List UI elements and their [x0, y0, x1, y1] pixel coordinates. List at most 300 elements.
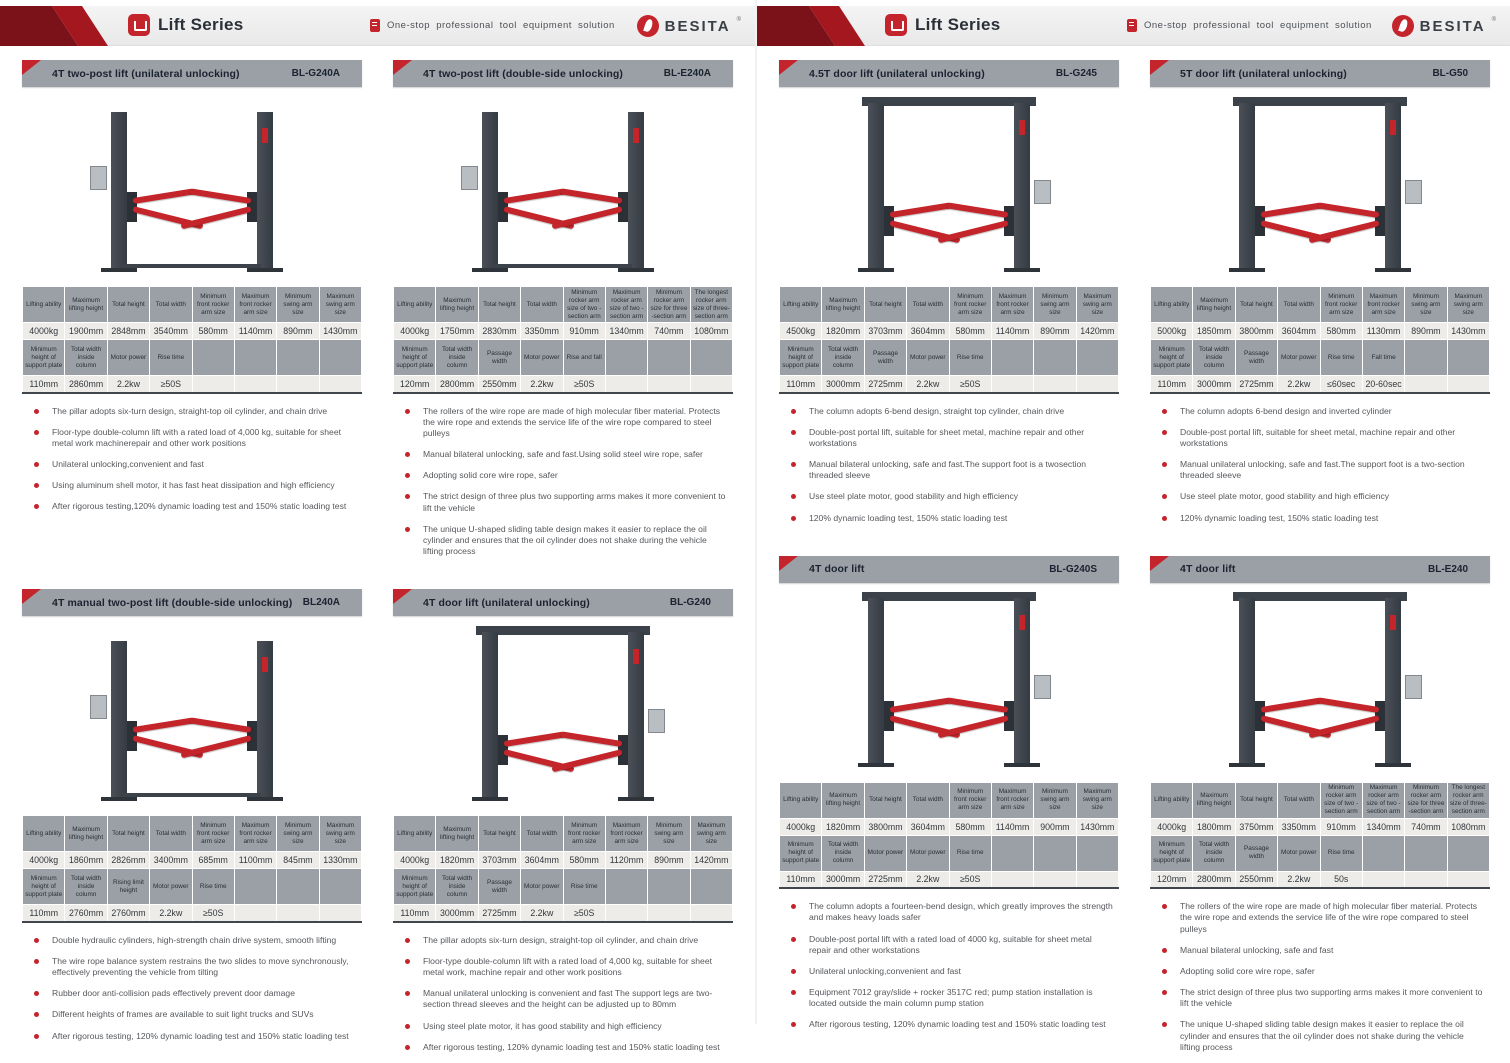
- spec-value-cell: 2.2kw: [907, 376, 949, 393]
- lift-left-column: [1239, 598, 1255, 767]
- spec-value-cell: ≥50S: [192, 905, 234, 922]
- spec-value-cell: 1340mm: [605, 323, 647, 340]
- feature-item: Using steel plate motor, it has good stability and high efficiency: [401, 1021, 729, 1032]
- spec-header-cell: Rise time: [192, 869, 234, 905]
- spec-header-cell: Passage width: [1235, 835, 1277, 871]
- lift-arm: [890, 202, 952, 218]
- feature-item: Manual bilateral unlocking, safe and fast.The support foot is a twosection threaded sleeve: [787, 459, 1115, 481]
- product-header-bar: [1150, 556, 1490, 583]
- spec-header-cell: Rise time: [150, 340, 192, 376]
- spec-value-cell: [690, 905, 732, 922]
- spec-header-cell: Minimum swing arm size: [1034, 782, 1076, 818]
- feature-item: After rigorous testing,120% dynamic loading test and 150% static loading test: [30, 501, 358, 512]
- spec-header-cell: Motor power: [907, 835, 949, 871]
- spec-header-cell: [991, 835, 1033, 871]
- spec-header-cell: Total width inside column: [65, 869, 107, 905]
- lift-top-beam: [1233, 97, 1407, 106]
- spec-header-cell: [192, 340, 234, 376]
- spec-value-cell: [605, 905, 647, 922]
- spec-value-cell: 1140mm: [991, 818, 1033, 835]
- product-image-area: [22, 616, 362, 815]
- spec-value-cell: 110mm: [23, 905, 65, 922]
- lift-top-beam: [1233, 592, 1407, 601]
- spec-value-cell: 2725mm: [1235, 376, 1277, 393]
- page-header: [757, 6, 1510, 46]
- spec-header-cell: Maximum swing arm size: [1447, 287, 1489, 323]
- spec-value-cell: 2.2kw: [1278, 376, 1320, 393]
- spec-header-cell: [1034, 340, 1076, 376]
- product-image-area: [779, 87, 1119, 286]
- spec-header-cell: Rise time: [949, 835, 991, 871]
- lift-arm: [189, 188, 251, 204]
- feature-item: The rollers of the wire rope are made of high molecular fiber material. Protects the wire rope and extends the service life of the wire rope compared to steel pulleys: [1158, 901, 1486, 935]
- spec-value-cell: 1120mm: [605, 852, 647, 869]
- lift-left-foot: [858, 268, 894, 272]
- spec-header-cell: Rise time: [949, 340, 991, 376]
- spec-header-cell: Total width inside column: [436, 340, 478, 376]
- spec-header-cell: Minimum swing arm size: [648, 816, 690, 852]
- spec-value-cell: [1076, 376, 1118, 393]
- spec-value-cell: 890mm: [1405, 323, 1447, 340]
- feature-item: 120% dynamic loading test, 150% static loading test: [1158, 513, 1486, 524]
- product-title: 4T door lift: [1180, 563, 1236, 576]
- spec-value-cell: 2.2kw: [521, 905, 563, 922]
- spec-header-cell: Maximum swing arm size: [319, 287, 361, 323]
- lift-left-column: [868, 103, 884, 272]
- spec-header-cell: Total height: [864, 287, 906, 323]
- spec-header-cell: Total height: [1235, 782, 1277, 818]
- spec-header-cell: Minimum height of support plate: [1151, 835, 1193, 871]
- spec-header-cell: Rising limit height: [107, 869, 149, 905]
- spec-value-cell: 1820mm: [822, 818, 864, 835]
- spec-header-cell: [1405, 340, 1447, 376]
- feature-list: [393, 394, 733, 558]
- feature-list: [1150, 394, 1490, 524]
- spec-value-cell: 3703mm: [864, 323, 906, 340]
- spec-value-cell: 1140mm: [991, 323, 1033, 340]
- product-panel: [1150, 556, 1490, 1063]
- spec-value-cell: 2550mm: [1235, 871, 1277, 888]
- spec-header-cell: Minimum height of support plate: [1151, 340, 1193, 376]
- product-title: 4T two-post lift (unilateral unlocking): [52, 67, 240, 80]
- spec-value-cell: 110mm: [780, 871, 822, 888]
- lift-arm: [504, 188, 566, 204]
- spec-header-cell: Maximum front rocker arm size: [234, 816, 276, 852]
- spec-value-cell: [234, 376, 276, 393]
- lift-left-column: [111, 112, 127, 268]
- spec-header-cell: Maximum front rocker arm size: [234, 287, 276, 323]
- spec-value-cell: [605, 376, 647, 393]
- feature-list: [22, 923, 362, 1045]
- feature-item: Adopting solid core wire rope, safer: [401, 470, 729, 481]
- brand-logo-icon: [1392, 15, 1414, 37]
- spec-header-cell: [234, 340, 276, 376]
- spec-value-cell: 2760mm: [107, 905, 149, 922]
- tagline-text: One-stop professional tool equipment solution: [1144, 20, 1372, 31]
- feature-item: After rigorous testing, 120% dynamic loading test and 150% static loading test: [401, 1042, 729, 1053]
- spec-value-cell: 580mm: [192, 323, 234, 340]
- spec-value-cell: [1405, 376, 1447, 393]
- series-title: Lift Series: [915, 15, 1001, 34]
- spec-header-cell: Lifting ability: [23, 816, 65, 852]
- lift-right-foot: [1004, 268, 1040, 272]
- spec-value-cell: 20-60sec: [1362, 376, 1404, 393]
- spec-value-cell: 1820mm: [436, 852, 478, 869]
- product-title: 4T door lift (unilateral unlocking): [423, 596, 590, 609]
- spec-header-cell: [234, 869, 276, 905]
- spec-value-cell: 580mm: [1320, 323, 1362, 340]
- lift-arm: [946, 202, 1008, 218]
- lift-arm: [1261, 698, 1323, 714]
- spec-header-cell: Maximum lifting height: [436, 816, 478, 852]
- spec-header-cell: Total width: [150, 816, 192, 852]
- spec-table: [779, 286, 1119, 394]
- spec-value-cell: [648, 905, 690, 922]
- spec-header-cell: [648, 340, 690, 376]
- spec-value-cell: 4000kg: [23, 323, 65, 340]
- spec-header-cell: Motor power: [1278, 835, 1320, 871]
- spec-header-cell: Minimum swing arm size: [1405, 287, 1447, 323]
- spec-value-cell: 4000kg: [1151, 818, 1193, 835]
- spec-header-cell: Maximum front rocker arm size: [1362, 287, 1404, 323]
- spec-value-cell: 2860mm: [65, 376, 107, 393]
- lift-arm: [551, 206, 622, 229]
- spec-value-cell: 1900mm: [65, 323, 107, 340]
- product-image-area: [1150, 87, 1490, 286]
- spec-header-cell: Minimum swing arm size: [277, 816, 319, 852]
- spec-header-cell: [1447, 340, 1489, 376]
- spec-header-cell: [605, 340, 647, 376]
- spec-header-cell: Minimum rocker arm size of two -section arm: [563, 287, 605, 323]
- spec-value-cell: [690, 376, 732, 393]
- spec-header-cell: [319, 869, 361, 905]
- lift-left-foot: [1229, 268, 1265, 272]
- spec-header-cell: Total width: [907, 782, 949, 818]
- spec-header-cell: Minimum front rocker arm size: [949, 287, 991, 323]
- spec-value-cell: [319, 905, 361, 922]
- spec-header-cell: Lifting ability: [394, 816, 436, 852]
- spec-value-cell: 740mm: [1405, 818, 1447, 835]
- lift-power-unit: [1405, 675, 1422, 699]
- spec-header-cell: Minimum swing arm size: [1034, 287, 1076, 323]
- spec-value-cell: ≥50S: [150, 376, 192, 393]
- spec-header-cell: Minimum front rocker arm size: [192, 816, 234, 852]
- spec-value-cell: 1080mm: [1447, 818, 1489, 835]
- product-header-bar: [1150, 60, 1490, 87]
- spec-header-cell: Minimum rocker arm size of two -section arm: [1320, 782, 1362, 818]
- product-header-bar: [779, 556, 1119, 583]
- feature-item: The pillar adopts six-turn design, straight-top oil cylinder, and chain drive: [401, 935, 729, 946]
- spec-header-cell: Minimum height of support plate: [780, 340, 822, 376]
- spec-header-cell: Total width inside column: [436, 869, 478, 905]
- spec-header-cell: Maximum lifting height: [65, 287, 107, 323]
- lift-power-unit: [1034, 180, 1051, 204]
- spec-value-cell: 1100mm: [234, 852, 276, 869]
- spec-value-cell: [192, 376, 234, 393]
- product-title: 4T two-post lift (double-side unlocking): [423, 67, 623, 80]
- spec-value-cell: 110mm: [1151, 376, 1193, 393]
- spec-header-cell: Maximum swing arm size: [319, 816, 361, 852]
- lift-arm: [1308, 220, 1379, 243]
- lift-right-foot: [618, 268, 654, 272]
- spec-header-cell: Maximum rocker arm size of two -section arm: [1362, 782, 1404, 818]
- spec-value-cell: 4500kg: [780, 323, 822, 340]
- lift-brand-stripe: [633, 649, 639, 664]
- spec-table: [393, 815, 733, 923]
- lift-right-foot: [1004, 763, 1040, 767]
- lift-brand-stripe: [1019, 615, 1025, 630]
- spec-header-cell: Rise time: [563, 869, 605, 905]
- product-title: 5T door lift (unilateral unlocking): [1180, 67, 1347, 80]
- spec-header-cell: [991, 340, 1033, 376]
- product-panel: [779, 60, 1119, 534]
- spec-value-cell: 120mm: [394, 376, 436, 393]
- spec-value-cell: 3400mm: [150, 852, 192, 869]
- lift-left-column: [482, 632, 498, 801]
- spec-header-cell: [648, 869, 690, 905]
- lift-arm: [133, 717, 195, 733]
- lift-top-beam: [862, 592, 1036, 601]
- spec-header-cell: Maximum lifting height: [1193, 287, 1235, 323]
- spec-header-cell: Total height: [478, 816, 520, 852]
- spec-header-cell: [1447, 835, 1489, 871]
- spec-value-cell: [234, 905, 276, 922]
- spec-value-cell: [991, 871, 1033, 888]
- product-image-area: [1150, 583, 1490, 782]
- spec-header-cell: Passage width: [864, 340, 906, 376]
- spec-value-cell: [1362, 871, 1404, 888]
- spec-header-cell: [1034, 835, 1076, 871]
- product-panel: [779, 556, 1119, 1063]
- spec-value-cell: ≥50S: [563, 376, 605, 393]
- spec-header-cell: Maximum swing arm size: [690, 816, 732, 852]
- spec-value-cell: 3540mm: [150, 323, 192, 340]
- feature-item: The rollers of the wire rope are made of high molecular fiber material. Protects the wire rope and extends the service life of the wire rope compared to steel pulleys: [401, 406, 729, 440]
- product-title: 4T door lift: [809, 563, 865, 576]
- product-model: BL-E240A: [663, 68, 711, 79]
- feature-item: Unilateral unlocking,convenient and fast: [787, 966, 1115, 977]
- spec-header-cell: Total width: [521, 287, 563, 323]
- feature-list: [779, 394, 1119, 524]
- lift-image: [1209, 94, 1431, 280]
- spec-header-cell: Maximum swing arm size: [1076, 287, 1118, 323]
- spec-header-cell: Passage width: [478, 340, 520, 376]
- spec-value-cell: 910mm: [1320, 818, 1362, 835]
- lift-power-unit: [648, 709, 665, 733]
- feature-item: Manual unilateral unlocking, safe and fast.The support foot is a two-section threaded sleeve: [1158, 459, 1486, 481]
- feature-item: The pillar adopts six-turn design, straight-top oil cylinder, and chain drive: [30, 406, 358, 417]
- spec-header-cell: Minimum front rocker arm size: [1320, 287, 1362, 323]
- lift-arm: [1261, 202, 1323, 218]
- spec-header-cell: Maximum lifting height: [822, 782, 864, 818]
- spec-value-cell: 3800mm: [864, 818, 906, 835]
- lift-image: [452, 94, 674, 280]
- feature-item: Different heights of frames are available to suit light trucks and SUVs: [30, 1009, 358, 1020]
- product-panel: [393, 589, 733, 1063]
- lift-power-unit: [1405, 180, 1422, 204]
- spec-table: [393, 286, 733, 394]
- spec-header-cell: Minimum height of support plate: [23, 340, 65, 376]
- product-model: BL240A: [302, 597, 340, 609]
- spec-header-cell: Minimum height of support plate: [23, 869, 65, 905]
- spec-header-cell: Motor power: [1278, 340, 1320, 376]
- feature-item: The unique U-shaped sliding table design makes it easier to replace the oil cylinder and ensures that the oil cylinder does not shake during the vehicle lifting process: [401, 524, 729, 558]
- spec-header-cell: Motor power: [864, 835, 906, 871]
- spec-header-cell: Total height: [107, 816, 149, 852]
- feature-item: Double-post portal lift, suitable for sheet metal, machine repair and other workstations: [787, 427, 1115, 449]
- lift-image: [81, 94, 303, 280]
- spec-value-cell: 4000kg: [394, 323, 436, 340]
- lift-arm: [189, 717, 251, 733]
- feature-item: After rigorous testing, 120% dynamic loading test and 150% static loading test: [787, 1019, 1115, 1030]
- lift-arm: [551, 749, 622, 772]
- toolbox-icon: [370, 19, 380, 32]
- product-header-bar: [393, 60, 733, 87]
- spec-header-cell: Minimum front rocker arm size: [563, 816, 605, 852]
- spec-header-cell: Minimum height of support plate: [780, 835, 822, 871]
- spec-header-cell: Minimum rocker arm size for three -section arm: [1405, 782, 1447, 818]
- product-header-bar: [22, 589, 362, 616]
- spec-header-cell: Maximum front rocker arm size: [605, 816, 647, 852]
- lift-left-foot: [101, 797, 137, 801]
- spec-value-cell: 3604mm: [1278, 323, 1320, 340]
- product-panel: [22, 589, 362, 1063]
- lift-image: [81, 623, 303, 809]
- spec-header-cell: Total width inside column: [1193, 835, 1235, 871]
- product-title: 4.5T door lift (unilateral unlocking): [809, 67, 985, 80]
- spec-header-cell: [605, 869, 647, 905]
- spec-value-cell: 3703mm: [478, 852, 520, 869]
- spec-header-cell: Motor power: [907, 340, 949, 376]
- spec-header-cell: The longest rocker arm size of three- section arm: [690, 287, 732, 323]
- spec-header-cell: Total width inside column: [822, 835, 864, 871]
- feature-item: Unilateral unlocking,convenient and fast: [30, 459, 358, 470]
- spec-value-cell: [1076, 871, 1118, 888]
- spec-header-cell: [1076, 835, 1118, 871]
- lift-arm: [180, 735, 251, 758]
- spec-value-cell: 2.2kw: [1278, 871, 1320, 888]
- spec-value-cell: 2760mm: [65, 905, 107, 922]
- lift-series-icon: [885, 14, 907, 36]
- spec-value-cell: 3604mm: [907, 323, 949, 340]
- spec-value-cell: 1420mm: [1076, 323, 1118, 340]
- product-model: BL-E240: [1427, 563, 1468, 575]
- spec-header-cell: [690, 340, 732, 376]
- spec-value-cell: 3750mm: [1235, 818, 1277, 835]
- spec-value-cell: 110mm: [780, 376, 822, 393]
- spec-value-cell: ≤60sec: [1320, 376, 1362, 393]
- series-block: [128, 14, 244, 36]
- spec-value-cell: 1330mm: [319, 852, 361, 869]
- spec-value-cell: 3800mm: [1235, 323, 1277, 340]
- spec-value-cell: 1430mm: [1447, 323, 1489, 340]
- spec-header-cell: The longest rocker arm size of three- section arm: [1447, 782, 1489, 818]
- product-image-area: [22, 87, 362, 286]
- spec-value-cell: 580mm: [949, 323, 991, 340]
- spec-table: [779, 782, 1119, 890]
- feature-item: The column adopts 6-bend design and inverted cylinder: [1158, 406, 1486, 417]
- page-header: [0, 6, 755, 46]
- spec-value-cell: [277, 905, 319, 922]
- spec-value-cell: 2800mm: [1193, 871, 1235, 888]
- spec-value-cell: 1140mm: [234, 323, 276, 340]
- spec-value-cell: 1420mm: [690, 852, 732, 869]
- feature-item: The unique U-shaped sliding table design makes it easier to replace the oil cylinder and ensures that the oil cylinder does not shake during the vehicle lifting process: [1158, 1019, 1486, 1053]
- series-title: Lift Series: [158, 15, 244, 34]
- spec-header-cell: Maximum swing arm size: [1076, 782, 1118, 818]
- spec-header-cell: Passage width: [478, 869, 520, 905]
- spec-value-cell: 1820mm: [822, 323, 864, 340]
- spec-header-cell: Minimum height of support plate: [394, 869, 436, 905]
- product-title: 4T manual two-post lift (double-side unlocking): [52, 596, 293, 609]
- product-panel: [393, 60, 733, 567]
- lift-brand-stripe: [1019, 120, 1025, 135]
- brand-name: BESITA: [1419, 17, 1486, 35]
- spec-header-cell: Minimum swing arm size: [277, 287, 319, 323]
- spec-table: [1150, 782, 1490, 890]
- feature-item: The strict design of three plus two supporting arms makes it more convenient to lift the vehicle: [401, 491, 729, 513]
- spec-value-cell: 1130mm: [1362, 323, 1404, 340]
- feature-item: Manual unilateral unlocking is convenient and fast The support legs are two-section thread sleeves and the height can be adjusted up to 80mm: [401, 988, 729, 1010]
- lift-top-beam: [862, 97, 1036, 106]
- spec-value-cell: 2.2kw: [107, 376, 149, 393]
- lift-image: [452, 623, 674, 809]
- lift-brand-stripe: [1390, 615, 1396, 630]
- product-image-area: [393, 87, 733, 286]
- feature-item: Manual bilateral unlocking, safe and fast: [1158, 945, 1486, 956]
- lift-image: [1209, 589, 1431, 775]
- spec-header-cell: [1362, 835, 1404, 871]
- lift-brand-stripe: [633, 128, 639, 143]
- spec-value-cell: 110mm: [23, 376, 65, 393]
- spec-header-cell: Minimum front rocker arm size: [949, 782, 991, 818]
- lift-right-foot: [247, 268, 283, 272]
- spec-header-cell: [1076, 340, 1118, 376]
- spec-header-cell: Fall time: [1362, 340, 1404, 376]
- feature-item: Using aluminum shell motor, it has fast heat dissipation and high efficiency: [30, 480, 358, 491]
- spec-header-cell: Maximum lifting height: [65, 816, 107, 852]
- spec-header-cell: Total width: [521, 816, 563, 852]
- spec-value-cell: 2725mm: [864, 871, 906, 888]
- spec-header-cell: Total width inside column: [1193, 340, 1235, 376]
- spec-value-cell: [319, 376, 361, 393]
- spec-value-cell: 120mm: [1151, 871, 1193, 888]
- panels: [0, 46, 755, 1063]
- spec-value-cell: 900mm: [1034, 818, 1076, 835]
- spec-value-cell: ≥50S: [949, 376, 991, 393]
- spec-value-cell: 740mm: [648, 323, 690, 340]
- spec-value-cell: 110mm: [394, 905, 436, 922]
- spec-header-cell: Passage width: [1235, 340, 1277, 376]
- feature-item: The wire rope balance system restrains the two slides to move synchronously, effectively preventing the vehicle from tilting: [30, 956, 358, 978]
- spec-header-cell: Motor power: [107, 340, 149, 376]
- product-panel: [22, 60, 362, 567]
- spec-header-cell: Minimum rocker arm size for three -section arm: [648, 287, 690, 323]
- lift-top-beam: [476, 626, 650, 635]
- spec-value-cell: ≥50S: [563, 905, 605, 922]
- spec-header-cell: Lifting ability: [394, 287, 436, 323]
- spec-header-cell: Lifting ability: [23, 287, 65, 323]
- feature-list: [393, 923, 733, 1053]
- spec-value-cell: 685mm: [192, 852, 234, 869]
- spec-header-cell: Motor power: [521, 869, 563, 905]
- spec-value-cell: 1430mm: [1076, 818, 1118, 835]
- spec-value-cell: [1447, 871, 1489, 888]
- lift-arm: [946, 698, 1008, 714]
- feature-list: [779, 889, 1119, 1030]
- spec-table: [1150, 286, 1490, 394]
- spec-value-cell: 1850mm: [1193, 323, 1235, 340]
